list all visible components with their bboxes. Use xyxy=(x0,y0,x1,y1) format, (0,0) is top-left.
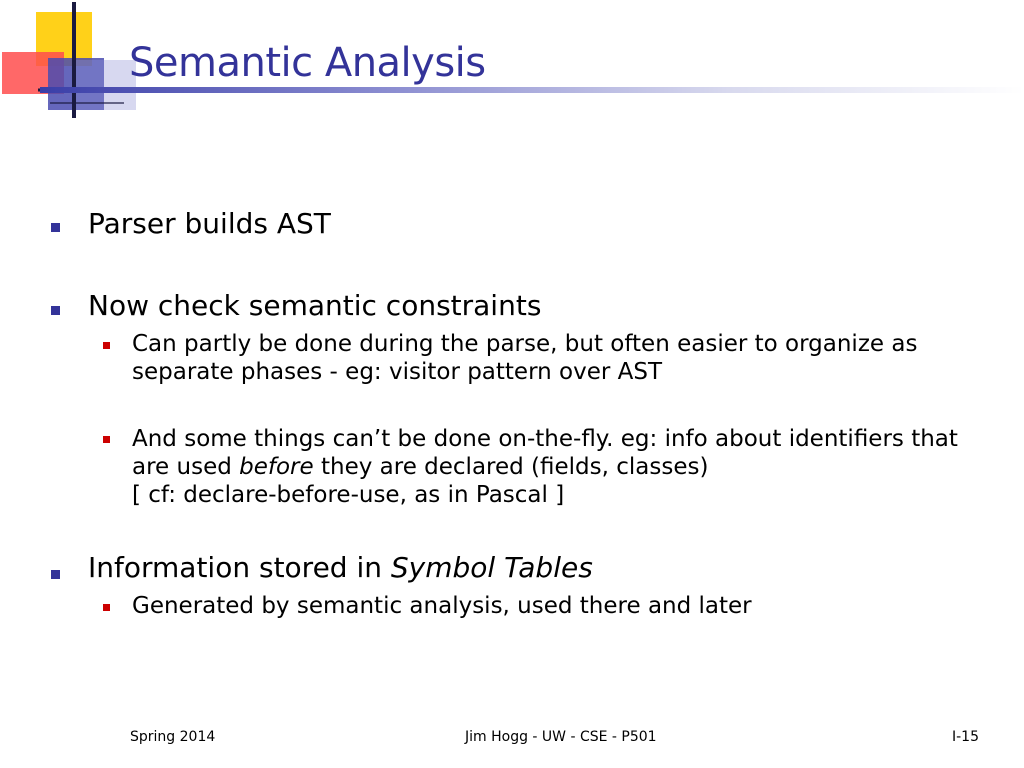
sub-bullet-marker xyxy=(103,436,110,443)
footer-slide-number: I-15 xyxy=(952,729,979,745)
emphasis-text: Symbol Tables xyxy=(390,551,593,584)
footer-date: Spring 2014 xyxy=(130,729,216,745)
sub-bullet-item xyxy=(132,425,992,509)
bullet-marker xyxy=(51,570,60,579)
bullet-item: Now check semantic constraints xyxy=(88,289,542,322)
sub-bullet-text: And some things can’t be done on-the-fly. eg: info about identifiers that are used xyxy=(132,426,958,480)
sub-bullet-marker xyxy=(103,342,110,349)
bullet-item: Parser builds AST xyxy=(88,207,331,240)
emphasis-text: before xyxy=(239,454,314,480)
slide-title: Semantic Analysis xyxy=(129,40,486,86)
bullet-text: Information stored in xyxy=(88,551,391,584)
sub-bullet-text: [ cf: declare-before-use, as in Pascal ] xyxy=(132,482,565,508)
sub-bullet-item: Can partly be done during the parse, but often easier to organize as separate phases - eg: visitor pattern over AST xyxy=(132,331,918,385)
sub-bullet-text: they are declared (fields, classes) xyxy=(313,454,709,480)
sub-bullet-item: Generated by semantic analysis, used there and later xyxy=(132,593,752,619)
sub-bullet-marker xyxy=(103,604,110,611)
bullet-marker xyxy=(51,223,60,232)
footer-author: Jim Hogg - UW - CSE - P501 xyxy=(465,729,657,745)
bullet-item xyxy=(88,551,593,585)
bullet-marker xyxy=(51,306,60,315)
